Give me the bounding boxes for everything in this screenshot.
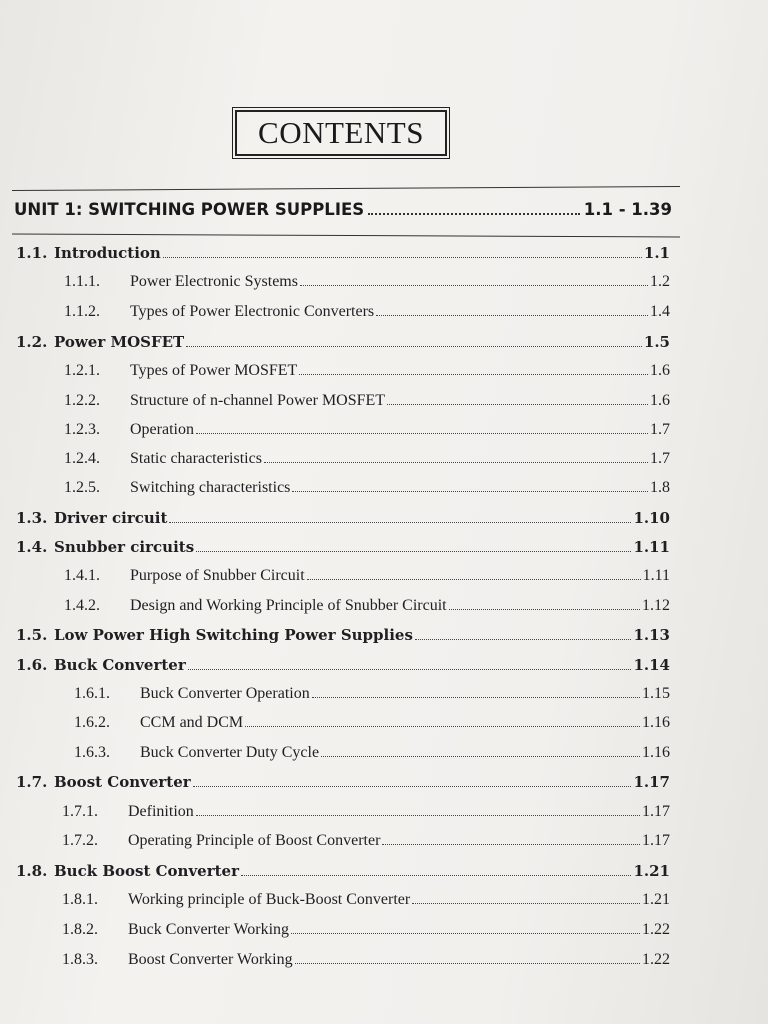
entry-title: Driver circuit	[54, 509, 168, 527]
entry-title: Buck Boost Converter	[54, 862, 240, 880]
entry-title: Design and Working Principle of Snubber Circuit	[130, 597, 447, 614]
entry-page-number: 1.16	[642, 744, 670, 761]
entry-number: 1.8.1.	[62, 891, 98, 908]
dot-leader	[163, 257, 642, 258]
dot-leader	[300, 285, 648, 286]
entry-title: Boost Converter Working	[128, 951, 293, 968]
entry-number: 1.4.	[16, 538, 48, 556]
entry-title: Operation	[130, 421, 194, 438]
toc-subsection-entry	[64, 421, 670, 445]
entry-page-number: 1.6	[650, 392, 670, 409]
dot-leader	[292, 491, 648, 492]
entry-number: 1.7.1.	[62, 803, 98, 820]
toc-subsection-entry	[64, 567, 670, 591]
entry-title: Power Electronic Systems	[130, 273, 298, 290]
entry-title: Boost Converter	[54, 773, 191, 791]
entry-page-number: 1.6	[650, 362, 670, 379]
toc-section-entry	[16, 656, 670, 680]
dot-leader	[412, 903, 640, 904]
dot-leader	[188, 669, 632, 670]
entry-page-number: 1.21	[633, 862, 670, 880]
entry-page-number: 1.15	[642, 685, 670, 702]
toc-subsection-entry	[74, 714, 670, 738]
toc-subsection-entry	[62, 891, 670, 915]
entry-number: 1.1.2.	[64, 303, 100, 320]
dot-leader	[321, 756, 640, 757]
entry-page-number: 1.7	[650, 450, 670, 467]
entry-number: 1.2.	[16, 333, 48, 351]
toc-subsection-entry	[74, 685, 670, 709]
dot-leader	[299, 374, 648, 375]
dot-leader	[193, 786, 632, 787]
contents-title-box	[235, 110, 447, 156]
entry-title: Buck Converter	[54, 656, 186, 674]
entry-title: Types of Power Electronic Converters	[130, 303, 375, 320]
entry-number: 1.1.1.	[64, 273, 100, 290]
entry-title: CCM and DCM	[140, 714, 244, 731]
entry-title: Power MOSFET	[54, 333, 185, 351]
entry-title: Introduction	[54, 244, 161, 262]
entry-number: 1.8.	[16, 862, 48, 880]
entry-title: Low Power High Switching Power Supplies	[54, 626, 413, 644]
toc-section-entry	[16, 538, 670, 562]
entry-number: 1.8.2.	[62, 921, 98, 938]
entry-title: Types of Power MOSFET	[130, 362, 298, 379]
entry-page-number: 1.11	[633, 538, 670, 556]
entry-page-number: 1.12	[642, 597, 670, 614]
entry-number: 1.6.2.	[74, 714, 110, 731]
toc-subsection-entry	[64, 597, 670, 621]
dot-leader	[196, 815, 640, 816]
entry-number: 1.4.1.	[64, 567, 100, 584]
entry-title: Purpose of Snubber Circuit	[130, 567, 305, 584]
toc-section-entry	[16, 626, 670, 650]
entry-page-number: 1.14	[633, 656, 670, 674]
entry-title: Static characteristics	[130, 450, 262, 467]
entry-title: Switching characteristics	[130, 479, 291, 496]
dot-leader	[307, 579, 641, 580]
entry-page-number: 1.5	[643, 333, 670, 351]
entry-title: Working principle of Buck-Boost Converter	[128, 891, 411, 908]
entry-title: Operating Principle of Boost Converter	[128, 832, 381, 849]
entry-number: 1.2.1.	[64, 362, 100, 379]
entry-number: 1.2.5.	[64, 479, 100, 496]
entry-number: 1.2.4.	[64, 450, 100, 467]
dot-leader	[449, 609, 640, 610]
entry-page-number: 1.21	[642, 891, 670, 908]
entry-title: Buck Converter Operation	[140, 685, 310, 702]
dot-leader	[245, 726, 640, 727]
dot-leader	[241, 875, 631, 876]
entry-title: Snubber circuits	[54, 538, 195, 556]
unit-bottom-rule	[12, 234, 680, 238]
entry-number: 1.7.2.	[62, 832, 98, 849]
entry-page-number: 1.22	[642, 921, 670, 938]
entry-page-number: 1.1	[643, 244, 670, 262]
entry-number: 1.3.	[16, 509, 48, 527]
entry-number: 1.1.	[16, 244, 48, 262]
toc-subsection-entry	[64, 450, 670, 474]
toc-subsection-entry	[64, 362, 670, 386]
entry-number: 1.6.	[16, 656, 48, 674]
entry-title: Buck Converter Duty Cycle	[140, 744, 320, 761]
entry-page-number: 1.22	[642, 951, 670, 968]
dot-leader	[169, 522, 631, 523]
dot-leader	[376, 315, 648, 316]
entry-number: 1.5.	[16, 626, 48, 644]
entry-title: Buck Converter Working	[128, 921, 290, 938]
entry-page-number: 1.8	[650, 479, 670, 496]
entry-number: 1.4.2.	[64, 597, 100, 614]
entry-page-number: 1.16	[642, 714, 670, 731]
dot-leader	[264, 462, 648, 463]
dot-leader	[415, 639, 632, 640]
toc-subsection-entry	[62, 832, 670, 856]
entry-number: 1.8.3.	[62, 951, 98, 968]
toc-section-entry	[16, 509, 670, 533]
dot-leader	[312, 697, 640, 698]
dot-leader	[196, 433, 648, 434]
toc-subsection-entry	[64, 392, 670, 416]
entry-page-number: 1.11	[642, 567, 670, 584]
unit-pages: 1.1 - 1.39	[583, 200, 672, 219]
entry-page-number: 1.7	[650, 421, 670, 438]
entry-page-number: 1.17	[633, 773, 670, 791]
entry-page-number: 1.17	[642, 803, 670, 820]
unit-top-rule	[12, 186, 680, 191]
entry-number: 1.7.	[16, 773, 48, 791]
entry-page-number: 1.17	[642, 832, 670, 849]
toc-section-entry	[16, 244, 670, 268]
toc-subsection-entry	[62, 803, 670, 827]
dot-leader	[291, 933, 640, 934]
entry-number: 1.6.3.	[74, 744, 110, 761]
toc-section-entry	[16, 862, 670, 886]
toc-subsection-entry	[62, 921, 670, 945]
entry-page-number: 1.2	[650, 273, 670, 290]
dot-leader	[368, 213, 580, 215]
unit-heading	[14, 200, 672, 230]
entry-number: 1.2.3.	[64, 421, 100, 438]
entry-number: 1.2.2.	[64, 392, 100, 409]
entry-page-number: 1.4	[650, 303, 670, 320]
toc-subsection-entry	[62, 951, 670, 975]
toc-subsection-entry	[74, 744, 670, 768]
entry-title: Structure of n-channel Power MOSFET	[130, 392, 386, 409]
dot-leader	[186, 346, 642, 347]
dot-leader	[387, 404, 648, 405]
toc-section-entry	[16, 333, 670, 357]
entry-title: Definition	[128, 803, 194, 820]
page-title: CONTENTS	[258, 115, 424, 150]
toc-subsection-entry	[64, 479, 670, 503]
toc-subsection-entry	[64, 273, 670, 297]
entry-page-number: 1.10	[633, 509, 670, 527]
unit-label: UNIT 1: SWITCHING POWER SUPPLIES	[14, 200, 365, 219]
dot-leader	[295, 963, 640, 964]
toc-subsection-entry	[64, 303, 670, 327]
entry-number: 1.6.1.	[74, 685, 110, 702]
dot-leader	[382, 844, 640, 845]
toc-section-entry	[16, 773, 670, 797]
entry-page-number: 1.13	[633, 626, 670, 644]
dot-leader	[196, 551, 631, 552]
